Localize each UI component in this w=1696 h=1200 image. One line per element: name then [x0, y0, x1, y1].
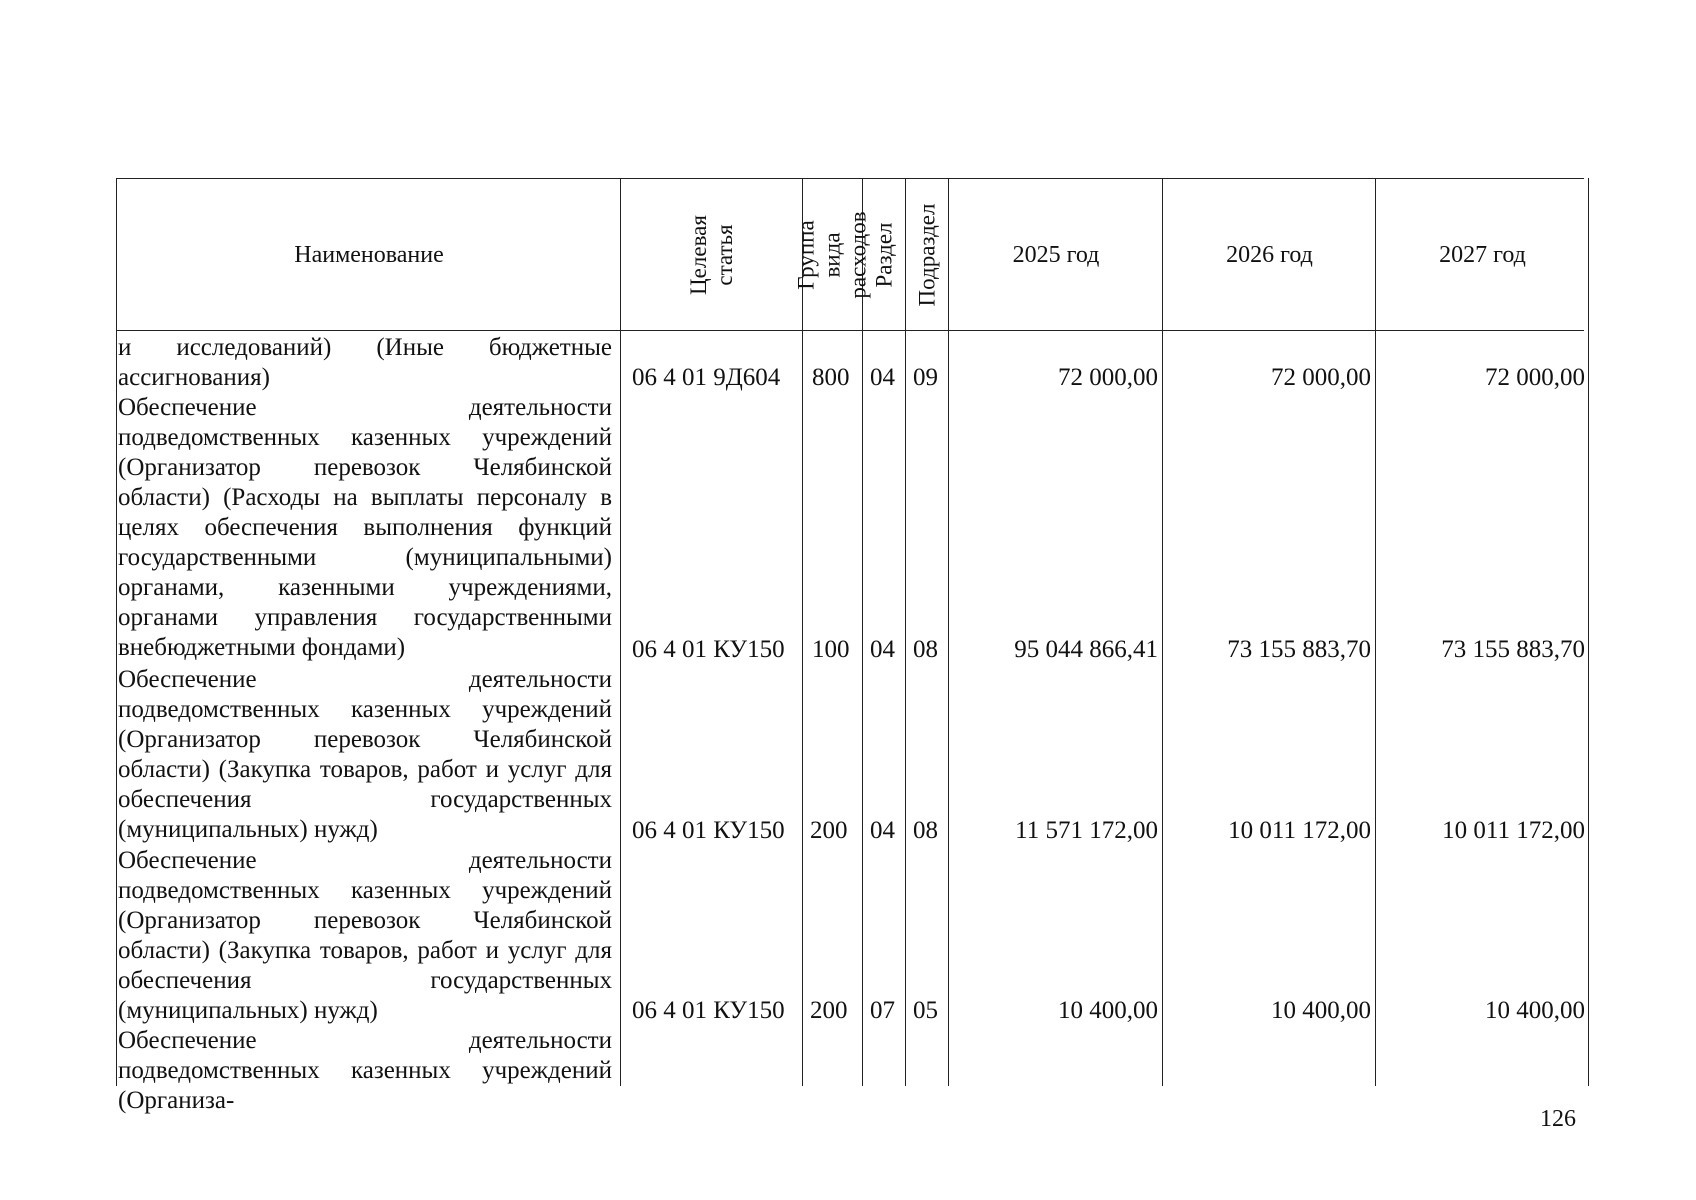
col-divider-subsection — [948, 178, 949, 1086]
row-3-target: 06 4 01 КУ150 — [632, 817, 785, 844]
row-1-section: 04 — [870, 364, 895, 391]
header-target-article-text: Целевая статья — [686, 215, 737, 295]
row-1-target: 06 4 01 9Д604 — [632, 364, 781, 391]
table-left-border — [116, 178, 117, 1086]
header-section-text: Раздел — [871, 222, 897, 288]
row-2-name: Обеспечение деятельности подведомственных казенных учреждений (Организатор перевозок Челябинской области) (Расходы на выплаты персоналу в целях обеспечения выполнения функций государственными (муниципальными) органами, казенными учреждениями, органами управления государственными внебюджетными фондами) — [118, 394, 612, 661]
row-1-y2026: 72 000,00 — [1271, 364, 1371, 391]
row-2-target: 06 4 01 КУ150 — [632, 636, 785, 663]
header-section — [864, 180, 905, 330]
col-divider-2026 — [1375, 178, 1376, 1086]
row-1-group: 800 — [812, 364, 850, 391]
row-2-subsection: 08 — [913, 636, 938, 663]
header-expense-group-text: Группа вида расходов — [794, 211, 872, 299]
page-number: 126 — [1540, 1106, 1576, 1132]
row-2-y2026: 73 155 883,70 — [1227, 636, 1371, 663]
header-target-article — [622, 180, 802, 330]
row-2-y2025: 95 044 866,41 — [1014, 636, 1158, 663]
col-divider-section — [905, 178, 906, 1086]
row-4-section: 07 — [870, 997, 895, 1024]
header-subsection — [907, 180, 948, 330]
row-4-group: 200 — [810, 997, 848, 1024]
table-right-border — [1588, 178, 1589, 1086]
row-1-y2025: 72 000,00 — [1058, 364, 1158, 391]
row-3-section: 04 — [870, 817, 895, 844]
header-expense-group — [794, 180, 872, 330]
header-year-2027: 2027 год — [1439, 242, 1526, 268]
row-2-y2027: 73 155 883,70 — [1441, 636, 1585, 663]
row-4-y2026: 10 400,00 — [1271, 997, 1371, 1024]
row-3-group: 200 — [810, 817, 848, 844]
header-name: Наименование — [294, 242, 444, 268]
row-4-y2027: 10 400,00 — [1485, 997, 1585, 1024]
table-top-border — [116, 178, 1584, 179]
header-year-2026: 2026 год — [1226, 242, 1313, 268]
row-3-name: Обеспечение деятельности подведомственных казенных учреждений (Организатор перевозок Челябинской области) (Закупка товаров, работ и услуг для обеспечения государственных (муниципальных) нужд) — [118, 666, 612, 843]
row-4-target: 06 4 01 КУ150 — [632, 997, 785, 1024]
row-2-section: 04 — [870, 636, 895, 663]
row-4-subsection: 05 — [913, 997, 938, 1024]
row-4-y2025: 10 400,00 — [1058, 997, 1158, 1024]
table-header-bottom-border — [116, 330, 1584, 331]
row-3-y2026: 10 011 172,00 — [1228, 817, 1371, 844]
col-divider-group — [862, 178, 863, 1086]
col-divider-2025 — [1162, 178, 1163, 1086]
col-divider-target — [802, 178, 803, 1086]
row-1-subsection: 09 — [913, 364, 938, 391]
row-3-y2027: 10 011 172,00 — [1442, 817, 1585, 844]
row-3-y2025: 11 571 172,00 — [1015, 817, 1158, 844]
header-year-2025: 2025 год — [1012, 242, 1100, 268]
col-divider-name — [620, 178, 621, 1086]
row-1-y2027: 72 000,00 — [1485, 364, 1585, 391]
row-3-subsection: 08 — [913, 817, 938, 844]
row-4-name: Обеспечение деятельности подведомственных казенных учреждений (Организатор перевозок Челябинской области) (Закупка товаров, работ и услуг для обеспечения государственных (муниципальных) нужд) — [118, 847, 612, 1024]
row-2-group: 100 — [812, 636, 850, 663]
header-subsection-text: Подраздел — [914, 203, 940, 307]
row-5-name: Обеспечение деятельности подведомственных казенных учреждений (Организа- — [118, 1027, 612, 1114]
row-1-name: и исследований) (Иные бюджетные ассигнования) — [118, 334, 612, 391]
